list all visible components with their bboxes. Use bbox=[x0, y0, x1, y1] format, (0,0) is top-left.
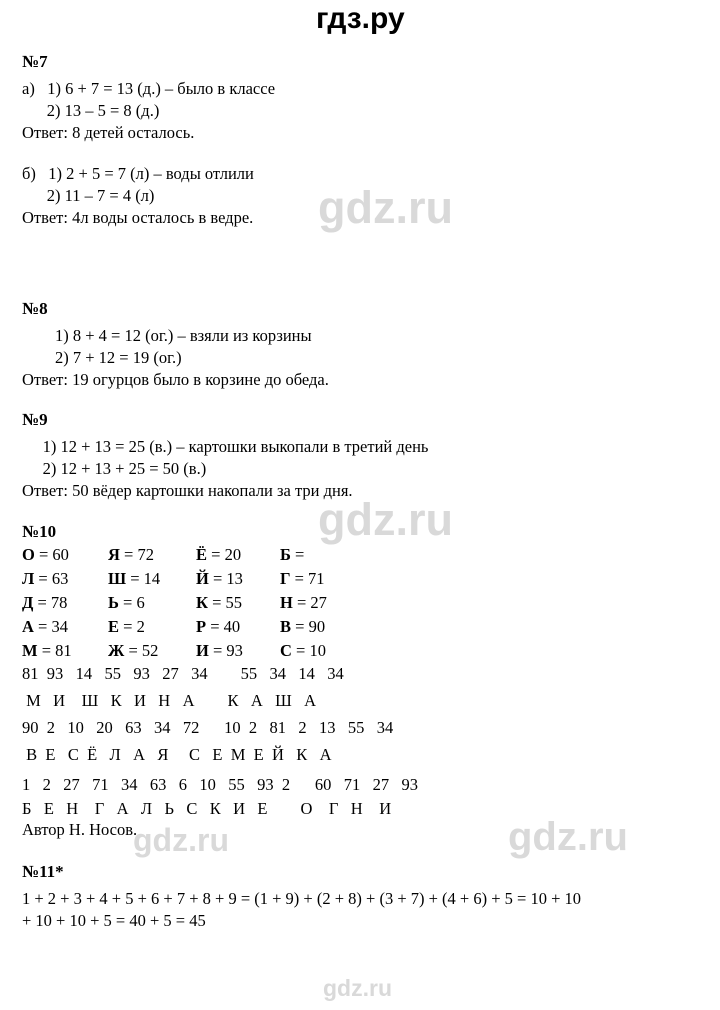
code-cell: Л = 63 bbox=[22, 569, 69, 588]
watermark-bottom: gdz.ru bbox=[323, 975, 392, 1001]
task-7-line-6: Ответ: 4л воды осталось в ведре. bbox=[22, 207, 254, 227]
code-cell: Ё = 20 bbox=[196, 545, 242, 564]
code-cell: А = 34 bbox=[22, 617, 68, 636]
task-7-line-5: 2) 11 – 7 = 4 (л) bbox=[22, 186, 155, 206]
code-cell: М = 81 bbox=[22, 641, 72, 660]
watermark-low-left: gdz.ru bbox=[133, 822, 229, 858]
code-cell: Й = 13 bbox=[196, 569, 243, 588]
task-9-line-3: Ответ: 50 вёдер картошки накопали за три дня. bbox=[22, 480, 353, 500]
table-row bbox=[22, 593, 360, 617]
task-11-line-1: 1 + 2 + 3 + 4 + 5 + 6 + 7 + 8 + 9 = (1 + 9) + (2 + 8) + (3 + 7) + (4 + 6) + 5 = 10 + 10 bbox=[22, 889, 582, 908]
table-row bbox=[22, 617, 360, 641]
code-cell: И = 93 bbox=[196, 641, 243, 660]
watermark-low-right: gdz.ru bbox=[508, 815, 628, 859]
code-cell: К = 55 bbox=[196, 593, 243, 612]
author-line: Автор Н. Носов. bbox=[22, 820, 138, 839]
table-row bbox=[22, 545, 360, 569]
task-7-line-4: б) 1) 2 + 5 = 7 (л) – воды отлили bbox=[22, 164, 254, 184]
code-cell: Я = 72 bbox=[108, 545, 154, 564]
phrase-2-numbers: 90 2 10 20 63 34 72 10 2 81 2 13 55 34 bbox=[22, 718, 394, 737]
phrase-3-numbers: 1 2 27 71 34 63 6 10 55 93 2 60 71 27 93 bbox=[22, 775, 418, 794]
task-9 bbox=[22, 410, 428, 501]
task-7-line-3: Ответ: 8 детей осталось. bbox=[22, 122, 195, 142]
site-logo-watermark: гдз.ру bbox=[316, 2, 405, 35]
task-7-number: №7 bbox=[22, 52, 48, 71]
code-cell: Ж = 52 bbox=[108, 641, 159, 660]
task-8 bbox=[22, 299, 329, 390]
watermark-mid-1: gdz.ru bbox=[318, 182, 453, 233]
task-11-number: №11* bbox=[22, 862, 64, 881]
code-cell: Ш = 14 bbox=[108, 569, 161, 588]
task-8-line-2: 2) 7 + 12 = 19 (ог.) bbox=[22, 347, 182, 367]
code-cell: Д = 78 bbox=[22, 593, 68, 612]
code-cell: Е = 2 bbox=[108, 617, 145, 636]
task-7-line-1: а) 1) 6 + 7 = 13 (д.) – было в классе bbox=[22, 79, 276, 98]
cipher-phrase-3 bbox=[22, 775, 418, 841]
cipher-phrase-2 bbox=[22, 718, 393, 765]
task-9-line-1: 1) 12 + 13 = 25 (в.) – картошки выкопали в третий день bbox=[22, 437, 429, 456]
task-7-line-2: 2) 13 – 5 = 8 (д.) bbox=[22, 100, 160, 120]
code-cell: Р = 40 bbox=[196, 617, 241, 636]
task-8-line-3: Ответ: 19 огурцов было в корзине до обеда. bbox=[22, 369, 329, 389]
phrase-3-letters: Б Е Н Г А Л Ь С К И Е О Г Н И bbox=[22, 799, 392, 818]
task-11-line-2: + 10 + 10 + 5 = 40 + 5 = 45 bbox=[22, 910, 206, 930]
code-cell: Г = 71 bbox=[280, 569, 325, 588]
phrase-2-letters: В Е С Ё Л А Я С Е М Е Й К А bbox=[22, 745, 332, 764]
watermark-mid-2: gdz.ru bbox=[318, 494, 453, 545]
task-9-line-2: 2) 12 + 13 + 25 = 50 (в.) bbox=[22, 458, 207, 478]
task-10-number-wrap bbox=[22, 522, 56, 542]
phrase-1-numbers: 81 93 14 55 93 27 34 55 34 14 34 bbox=[22, 664, 344, 683]
table-row bbox=[22, 641, 360, 665]
table-row bbox=[22, 569, 360, 593]
code-cell: О = 60 bbox=[22, 545, 69, 564]
task-8-number: №8 bbox=[22, 299, 48, 318]
task-7 bbox=[22, 52, 275, 229]
code-cell: Б = bbox=[280, 545, 305, 564]
code-cell: С = 10 bbox=[280, 641, 326, 660]
task-8-line-1: 1) 8 + 4 = 12 (ог.) – взяли из корзины bbox=[22, 326, 312, 345]
cipher-phrase-1 bbox=[22, 664, 344, 711]
task-10-number: №10 bbox=[22, 522, 57, 541]
code-cell: В = 90 bbox=[280, 617, 326, 636]
task-11 bbox=[22, 862, 581, 932]
task-7-spacer bbox=[22, 143, 275, 163]
code-cell: Ь = 6 bbox=[108, 593, 145, 612]
letter-code-table bbox=[22, 545, 360, 665]
phrase-1-letters: М И Ш К И Н А К А Ш А bbox=[22, 691, 317, 710]
code-cell: Н = 27 bbox=[280, 593, 327, 612]
task-9-number: №9 bbox=[22, 410, 48, 429]
